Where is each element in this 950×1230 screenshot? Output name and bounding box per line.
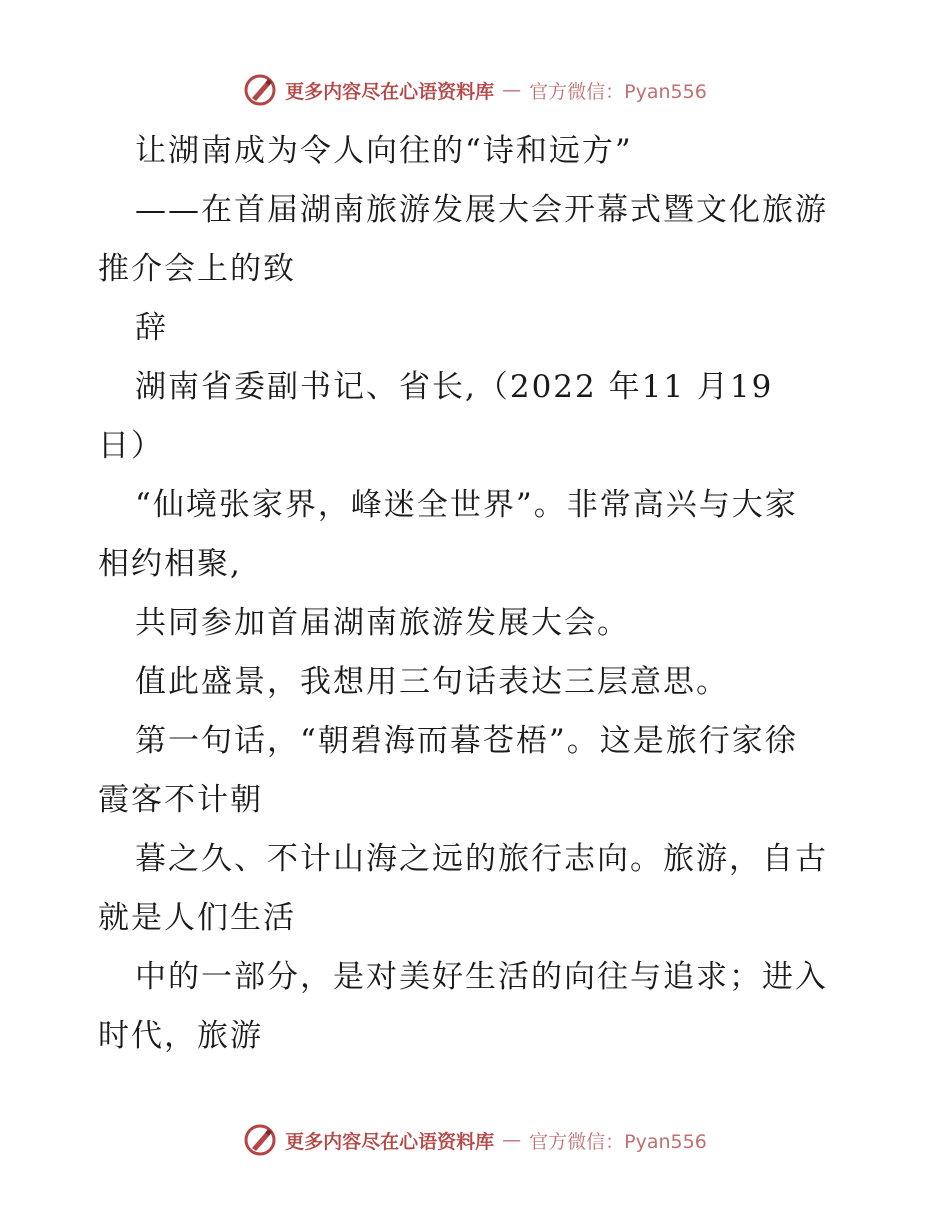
watermark-suffix-text: 官方微信：Pyan556: [529, 80, 707, 103]
text-line: “仙境张家界，峰迷全世界”。非常高兴与大家: [135, 487, 798, 523]
text-line: 推介会上的致: [98, 251, 296, 287]
text-line: 值此盛景，我想用三句话表达三层意思。: [135, 664, 729, 700]
watermark-dash: —: [502, 79, 522, 101]
pen-logo-icon: [243, 1123, 277, 1157]
watermark-footer: [0, 1120, 950, 1160]
text-line: 中的一部分，是对美好生活的向往与追求；进入: [135, 959, 828, 995]
text-line: 暮之久、不计山海之远的旅行志向。旅游，自古: [135, 841, 828, 877]
text-line: ——在首届湖南旅游发展大会开幕式暨文化旅游: [135, 192, 828, 228]
watermark-main-text: 更多内容尽在心语资料库: [285, 80, 495, 103]
document-body: [98, 122, 858, 1066]
text-line: 第一句话，“朝碧海而暮苍梧”。这是旅行家徐: [135, 723, 798, 759]
pen-logo-icon: [243, 73, 277, 107]
text-line: 湖南省委副书记、省长,（2022 年11 月19: [135, 369, 774, 405]
watermark-dash: —: [502, 1129, 522, 1151]
text-line: 共同参加首届湖南旅游发展大会。: [135, 605, 630, 641]
text-line: 让湖南成为令人向往的“诗和远方”: [135, 133, 633, 169]
text-line: 辞: [135, 310, 168, 346]
text-line: 日）: [98, 428, 164, 464]
watermark-header: [0, 70, 950, 110]
watermark-suffix-text: 官方微信：Pyan556: [529, 1130, 707, 1153]
text-line: 相约相聚,: [98, 546, 242, 582]
text-line: 时代，旅游: [98, 1018, 263, 1054]
text-line: 就是人们生活: [98, 900, 296, 936]
watermark-main-text: 更多内容尽在心语资料库: [285, 1130, 495, 1153]
text-line: 霞客不计朝: [98, 782, 263, 818]
